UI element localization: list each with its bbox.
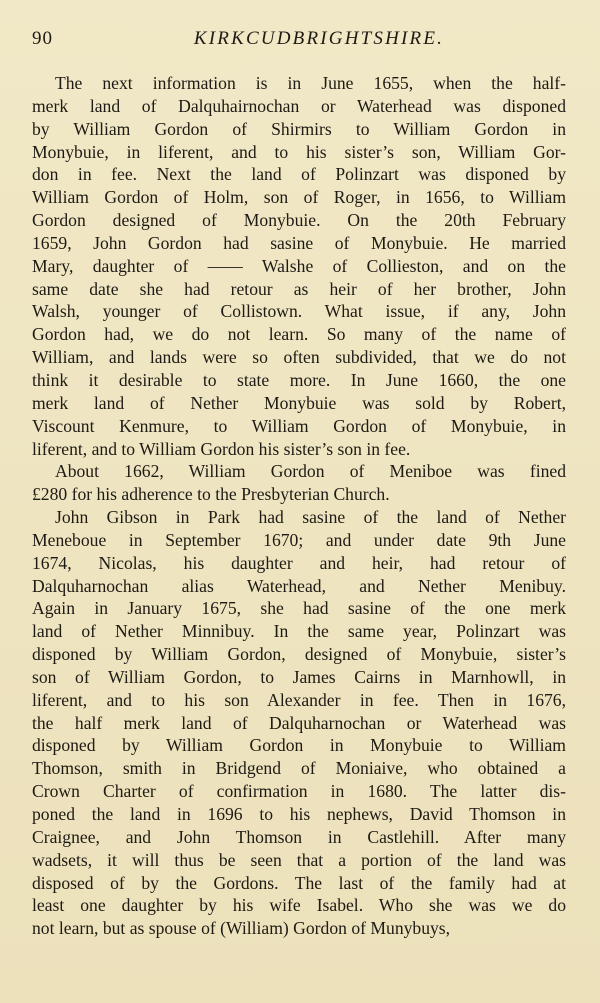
text-line: disponed by William Gordon in Monybuie to William xyxy=(32,735,566,756)
text-line: 1674, Nicolas, his daughter and heir, had retour of xyxy=(32,552,566,573)
body-text xyxy=(32,72,566,940)
text-line: don in fee. Next the land of Polinzart was disponed by xyxy=(32,164,566,185)
text-line: Crown Charter of confirmation in 1680. The latter dis- xyxy=(32,781,566,802)
text-line: Thomson, smith in Bridgend of Moniaive, who obtained a xyxy=(32,758,566,779)
text-line: disposed of by the Gordons. The last of the family had at xyxy=(32,872,566,893)
text-line: Dalquharnochan alias Waterhead, and Nether Menibuy. xyxy=(32,575,566,596)
text-line: liferent, and to his son Alexander in fee. Then in 1676, xyxy=(32,689,566,710)
text-line: not learn, but as spouse of (William) Gordon of Munybuys, xyxy=(32,918,451,939)
text-line: merk land of Nether Monybuie was sold by Robert, xyxy=(32,392,566,413)
text-line: William Gordon of Holm, son of Roger, in 1656, to William xyxy=(32,187,566,208)
text-line: Walsh, younger of Collistown. What issue, if any, John xyxy=(32,301,566,322)
text-line: Monybuie, in liferent, and to his sister’s son, William Gor- xyxy=(32,141,566,162)
running-head xyxy=(32,28,566,60)
text-line: the half merk land of Dalquharnochan or Waterhead was xyxy=(32,712,566,733)
text-line: Gordon designed of Monybuie. On the 20th February xyxy=(32,210,566,231)
paragraph xyxy=(32,460,566,506)
text-line: same date she had retour as heir of her brother, John xyxy=(32,278,566,299)
text-line: wadsets, it will thus be seen that a portion of the land was xyxy=(32,849,566,870)
text-line: £280 for his adherence to the Presbyterian Church. xyxy=(32,484,390,505)
text-line: 1659, John Gordon had sasine of Monybuie. He married xyxy=(32,232,566,253)
text-line: least one daughter by his wife Isabel. Who she was we do xyxy=(32,895,566,916)
text-line: by William Gordon of Shirmirs to William Gordon in xyxy=(32,118,566,139)
text-line: disponed by William Gordon, designed of Monybuie, sister’s xyxy=(32,644,566,665)
text-line: About 1662, William Gordon of Meniboe was fined xyxy=(55,461,566,482)
text-line: Mary, daughter of —— Walshe of Collieston, and on the xyxy=(32,255,566,276)
text-line: William, and lands were so often subdivided, that we do not xyxy=(32,347,566,368)
text-line: Meneboue in September 1670; and under date 9th June xyxy=(32,529,566,550)
text-line: poned the land in 1696 to his nephews, David Thomson in xyxy=(32,804,566,824)
text-line: Gordon had, we do not learn. So many of the name of xyxy=(32,324,566,345)
text-line: think it desirable to state more. In June 1660, the one xyxy=(32,369,566,390)
text-line: The next information is in June 1655, when the half- xyxy=(55,73,566,93)
text-line: son of William Gordon, to James Cairns in Marnhowll, in xyxy=(32,666,566,687)
paragraph xyxy=(32,72,566,460)
text-line: Viscount Kenmure, to William Gordon of Monybuie, in xyxy=(32,415,566,436)
running-title: KIRKCUDBRIGHTSHIRE. xyxy=(193,28,445,49)
paragraph xyxy=(32,506,566,940)
text-line: land of Nether Minnibuy. In the same year, Polinzart was xyxy=(32,621,566,642)
text-line: John Gibson in Park had sasine of the land of Nether xyxy=(55,507,566,528)
text-line: liferent, and to William Gordon his sister’s son in fee. xyxy=(32,438,411,459)
page-number: 90 xyxy=(32,28,53,49)
text-line: merk land of Dalquhairnochan or Waterhead was disponed xyxy=(32,95,566,116)
text-line: Again in January 1675, she had sasine of the one merk xyxy=(32,598,566,619)
text-line: Craignee, and John Thomson in Castlehill. After many xyxy=(32,826,566,847)
